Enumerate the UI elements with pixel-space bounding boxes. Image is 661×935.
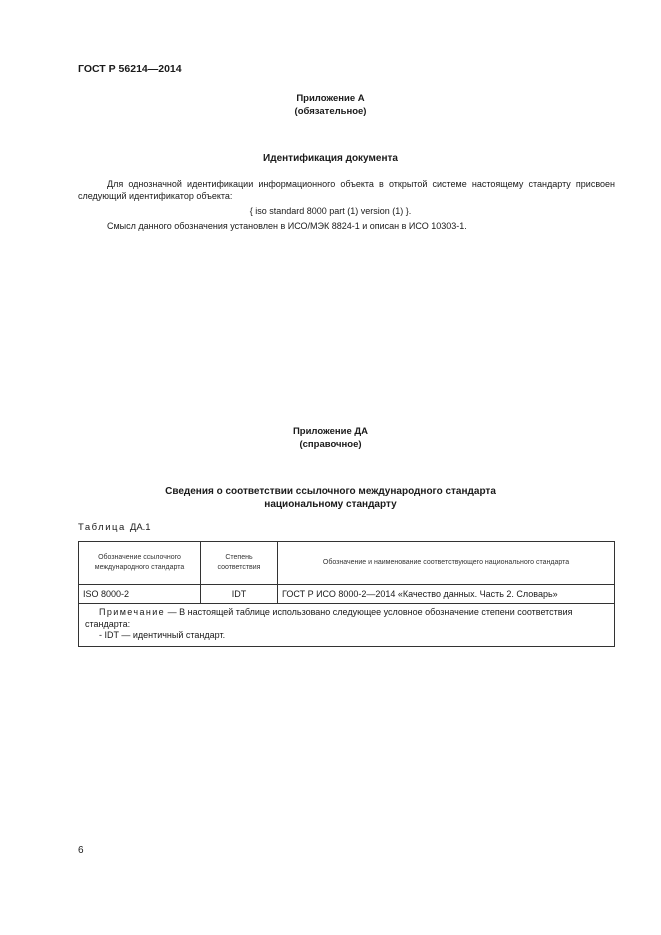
section-title-line1: Сведения о соответствии ссылочного международного стандарта: [165, 486, 496, 497]
header-degree: Степень соответствия: [201, 542, 278, 585]
appendix-a-title: Приложение А: [296, 93, 365, 104]
appendix-da-status: (справочное): [299, 439, 362, 450]
object-identifier: { iso standard 8000 part (1) version (1) }.: [249, 206, 412, 216]
section-title-correspondence: [0, 485, 661, 511]
cell-degree: IDT: [201, 585, 278, 604]
appendix-a-heading: [0, 92, 661, 118]
header-international-standard: Обозначение ссылочного международного стандарта: [79, 542, 201, 585]
table-note-row: [79, 604, 615, 647]
cell-international-standard: ISO 8000-2: [79, 585, 201, 604]
table-row: [79, 585, 615, 604]
page-number: 6: [78, 845, 84, 856]
table-caption-number: ДА.1: [129, 522, 151, 533]
section-title-identification: Идентификация документа: [263, 153, 398, 164]
paragraph-identification: Для однозначной идентификации информационного объекта в открытой системе настоящему стандарту присвоен следующий идентификатор объекта:: [78, 179, 615, 201]
note-label: Примечание: [99, 607, 166, 617]
note-text: — В настоящей таблице использовано следующее условное обозначение степени соответствия стандарта:: [85, 607, 573, 629]
cell-national-standard: ГОСТ Р ИСО 8000-2—2014 «Качество данных. Часть 2. Словарь»: [278, 585, 615, 604]
appendix-da-title: Приложение ДА: [292, 426, 369, 437]
table-note: [79, 604, 615, 647]
appendix-da-heading: [0, 425, 661, 451]
correspondence-table: [78, 541, 615, 647]
table-caption: [78, 522, 151, 533]
table-caption-label: Таблица: [78, 522, 126, 533]
header-national-standard: Обозначение и наименование соответствующего национального стандарта: [278, 542, 615, 585]
appendix-a-status: (обязательное): [294, 106, 367, 117]
note-item: - IDT — идентичный стандарт.: [99, 630, 226, 640]
document-code: ГОСТ Р 56214—2014: [78, 63, 182, 75]
paragraph-meaning: Смысл данного обозначения установлен в ИСО/МЭК 8824-1 и описан в ИСО 10303-1.: [107, 221, 467, 231]
section-title-line2: национальному стандарту: [264, 499, 397, 510]
table-header-row: [79, 542, 615, 585]
